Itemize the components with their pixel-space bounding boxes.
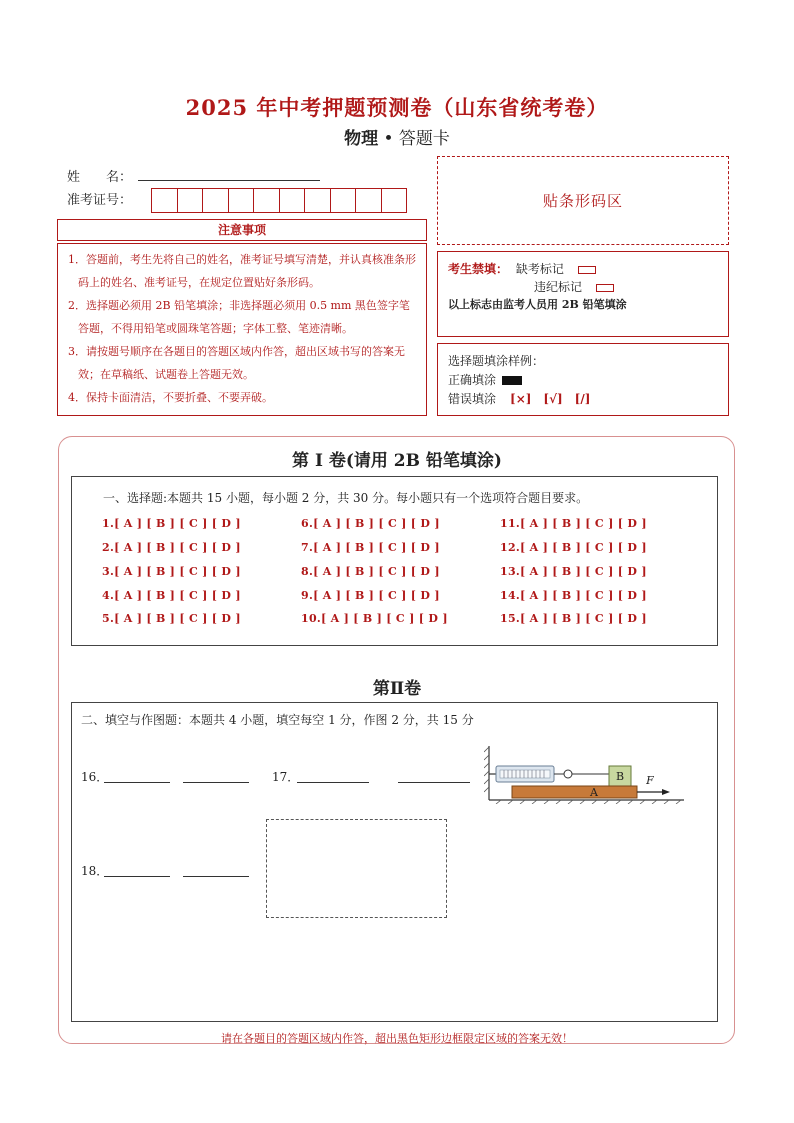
block-a	[512, 786, 637, 798]
violation-mark-box[interactable]	[596, 284, 614, 292]
choice-options[interactable]: [ A ] [ B ] [ C ] [ D ]	[114, 565, 241, 578]
card-name: 答题卡	[398, 129, 450, 149]
choice-options[interactable]: [ A ] [ B ] [ C ] [ D ]	[520, 612, 647, 625]
absent-mark-box[interactable]	[578, 266, 596, 274]
choice-options[interactable]: [ A ] [ B ] [ C ] [ D ]	[313, 589, 440, 602]
fill-sample-box	[437, 343, 729, 416]
choice-options[interactable]: [ A ] [ B ] [ C ] [ D ]	[313, 517, 440, 530]
separator-dot: •	[383, 129, 394, 149]
question-number: 5.	[102, 612, 115, 625]
spring-block-diagram	[484, 744, 690, 804]
name-label: 姓 名：	[67, 170, 133, 185]
id-digit-box[interactable]	[151, 188, 178, 213]
id-digit-box[interactable]	[253, 188, 280, 213]
footer-note: 请在各题目的答题区域内作答，超出黑色矩形边框限定区域的答案无效！	[221, 1032, 573, 1045]
question-number: 15.	[500, 612, 521, 625]
answer-blank[interactable]	[398, 782, 470, 783]
block-b-label: B	[615, 770, 625, 783]
question-number: 14.	[500, 589, 521, 602]
question-number: 9.	[301, 589, 314, 602]
id-digit-box[interactable]	[381, 188, 408, 213]
choice-row[interactable]	[301, 565, 440, 578]
exam-title: 2025 年中考押题预测卷（山东省统考卷）	[185, 95, 609, 120]
id-digit-box[interactable]	[202, 188, 229, 213]
choice-options[interactable]: [ A ] [ B ] [ C ] [ D ]	[313, 565, 440, 578]
question-number: 7.	[301, 541, 314, 554]
choice-options[interactable]: [ A ] [ B ] [ C ] [ D ]	[520, 541, 647, 554]
choice-options[interactable]: [ A ] [ B ] [ C ] [ D ]	[520, 517, 647, 530]
question-number: 12.	[500, 541, 521, 554]
notice-item: 1．答题前，考生先将自己的姓名，准考证号填写清楚，并认真核准条形码上的姓名、准考证号，在规定位置贴好条形码。	[68, 253, 416, 289]
choice-options[interactable]: [ A ] [ B ] [ C ] [ D ]	[313, 541, 440, 554]
exam-id-label: 准考证号：	[67, 193, 133, 208]
choice-row[interactable]	[102, 565, 241, 578]
choice-row[interactable]	[102, 589, 241, 602]
notice-item: 2．选择题必须用 2B 铅笔填涂；非选择题必须用 0.5 mm 黑色签字笔答题，不得用铅笔或圆珠笔答题；字体工整、笔迹清晰。	[68, 299, 410, 335]
id-digit-box[interactable]	[355, 188, 382, 213]
choice-options[interactable]: [ A ] [ B ] [ C ] [ D ]	[520, 589, 647, 602]
answer-blank[interactable]	[104, 782, 170, 783]
choice-intro: 一、选择题:本题共 15 小题，每小题 2 分，共 30 分。每小题只有一个选项符合题目要求。	[103, 491, 589, 505]
correct-fill-label: 正确填涂	[448, 373, 497, 387]
fill-intro: 二、填空与作图题：本题共 4 小题，填空每空 1 分，作图 2 分，共 15 分	[81, 713, 474, 727]
notice-box	[57, 243, 427, 416]
question-18-label: 18．	[81, 864, 109, 878]
id-digit-box[interactable]	[304, 188, 331, 213]
force-label: F	[646, 774, 654, 787]
wrong-fill-label: 错误填涂	[448, 392, 497, 406]
ban-box	[437, 251, 729, 337]
ban-note: 以上标志由监考人员用 2B 铅笔填涂	[448, 298, 627, 311]
question-number: 3.	[102, 565, 115, 578]
subject-label: 物理	[344, 129, 379, 149]
question-number: 6.	[301, 517, 314, 530]
choice-row[interactable]	[102, 517, 241, 530]
name-input-line[interactable]	[138, 180, 320, 181]
question-number: 8.	[301, 565, 314, 578]
drawing-area[interactable]	[266, 819, 447, 918]
choice-row[interactable]	[301, 517, 440, 530]
question-number: 4.	[102, 589, 115, 602]
id-digit-box[interactable]	[330, 188, 357, 213]
force-arrowhead	[662, 789, 670, 795]
violation-mark-label: 违纪标记	[534, 280, 583, 294]
choice-row[interactable]	[301, 612, 448, 625]
choice-row[interactable]	[500, 612, 647, 625]
part2-title: 第Ⅱ卷	[372, 679, 422, 699]
exam-id-boxes[interactable]	[151, 188, 406, 213]
sample-title: 选择题填涂样例：	[448, 354, 545, 368]
choice-options[interactable]: [ A ] [ B ] [ C ] [ D ]	[114, 589, 241, 602]
block-a-label: A	[590, 786, 598, 799]
wall-hatching	[484, 747, 489, 792]
hook	[564, 770, 572, 778]
answer-blank[interactable]	[104, 876, 170, 877]
barcode-label: 贴条形码区	[542, 192, 623, 210]
question-number: 10.	[301, 612, 322, 625]
choice-row[interactable]	[500, 517, 647, 530]
id-digit-box[interactable]	[279, 188, 306, 213]
question-number: 2.	[102, 541, 115, 554]
answer-blank[interactable]	[183, 782, 249, 783]
id-digit-box[interactable]	[228, 188, 255, 213]
id-digit-box[interactable]	[177, 188, 204, 213]
choice-row[interactable]	[102, 541, 241, 554]
choice-options[interactable]: [ A ] [ B ] [ C ] [ D ]	[321, 612, 448, 625]
notice-item: 3．请按题号顺序在各题目的答题区域内作答，超出区域书写的答案无效；在草稿纸、试题卷上答题无效。	[68, 345, 405, 381]
answer-blank[interactable]	[183, 876, 249, 877]
choice-row[interactable]	[102, 612, 241, 625]
notice-heading: 注意事项	[57, 219, 427, 241]
barcode-area	[437, 156, 729, 245]
question-number: 13.	[500, 565, 521, 578]
part1-title: 第 I 卷(请用 2B 铅笔填涂)	[292, 451, 502, 471]
choice-row[interactable]	[500, 541, 647, 554]
choice-row[interactable]	[301, 589, 440, 602]
choice-row[interactable]	[500, 589, 647, 602]
question-number: 11.	[500, 517, 521, 530]
ban-label: 考生禁填：	[448, 262, 509, 276]
choice-options[interactable]: [ A ] [ B ] [ C ] [ D ]	[114, 612, 241, 625]
question-number: 1.	[102, 517, 115, 530]
choice-row[interactable]	[301, 541, 440, 554]
choice-options[interactable]: [ A ] [ B ] [ C ] [ D ]	[114, 541, 241, 554]
answer-blank[interactable]	[297, 782, 369, 783]
question-16-label: 16．	[81, 770, 109, 784]
correct-fill-sample	[502, 376, 522, 385]
choice-options[interactable]: [ A ] [ B ] [ C ] [ D ]	[114, 517, 241, 530]
choice-options[interactable]: [ A ] [ B ] [ C ] [ D ]	[520, 565, 647, 578]
notice-item: 4．保持卡面清洁，不要折叠、不要弄破。	[68, 391, 273, 404]
choice-row[interactable]	[500, 565, 647, 578]
wrong-fill-samples: [×] [√] [/]	[510, 392, 591, 406]
question-17-label: 17．	[272, 770, 300, 784]
absent-mark-label: 缺考标记	[515, 262, 564, 276]
card-subtitle	[0, 124, 794, 149]
